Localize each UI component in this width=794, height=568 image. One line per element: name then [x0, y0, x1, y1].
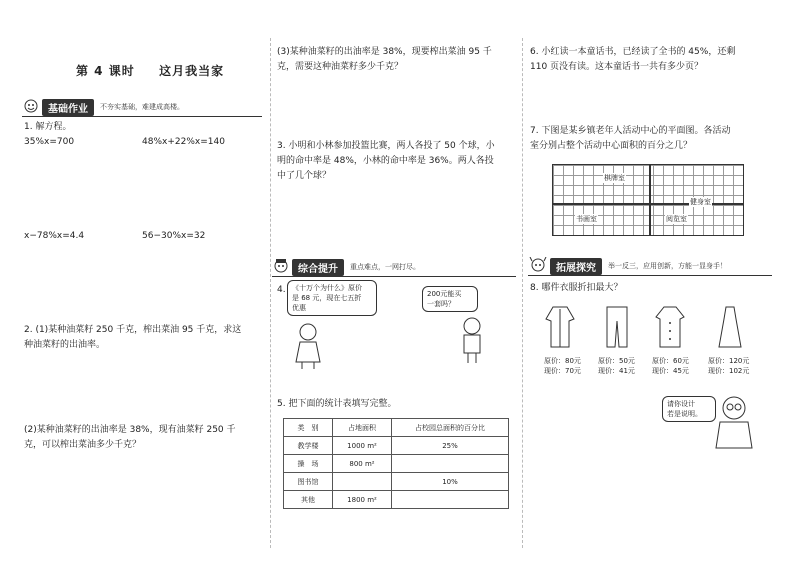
speech-bubble: 200元能买 一套吗？ — [422, 286, 478, 312]
table-header-cell: 类 别 — [284, 419, 333, 437]
question-6: 6. 小红读一本童话书，已经读了全书的 45%，还剩 110 页没有读。这本童话书一共有多少页？ — [530, 47, 736, 72]
question-3: 3. 小明和小林参加投篮比赛，两人各投了 50 个球，小 明的命中率是 48%，小林的命中率是 36%。两人各投 中了几个球？ — [277, 141, 495, 181]
equation: x−78%x=4.4 — [24, 231, 85, 241]
lesson-heading — [76, 62, 224, 79]
question-2-2: (2)某种油菜籽的出油率是 38%，现有油菜籽 250 千 克，可以榨出菜油多少千克？ — [24, 425, 236, 450]
room-label: 阅览室 — [666, 215, 687, 223]
price-label: 原价：80元 现价：70元 — [544, 357, 581, 375]
girl-illustration-icon — [292, 322, 324, 370]
table-header-row — [284, 419, 509, 437]
equation: 48%x+22%x=140 — [142, 137, 225, 147]
q5-label: 5. 把下面的统计表填写完整。 — [277, 399, 397, 409]
question-2-1: 2. (1)某种油菜籽 250 千克，榨出菜油 95 千克，求这 种油菜籽的出油率。 — [24, 325, 242, 350]
room-label: 健身室 — [690, 198, 711, 206]
equation: 35%x=700 — [24, 137, 75, 147]
table-cell — [333, 473, 392, 491]
section-slogan: 举一反三，应用创新，方能一显身手！ — [608, 262, 727, 270]
lesson-number: 第 4 课时 — [76, 64, 135, 78]
table-cell: 25% — [392, 437, 509, 455]
table-row — [284, 491, 509, 509]
q4-label: 4. — [277, 285, 286, 295]
price-label: 原价：60元 现价：45元 — [652, 357, 689, 375]
section-banner-extension — [528, 258, 772, 274]
table-header-cell: 占校园总面积的百分比 — [392, 419, 509, 437]
boy-illustration-icon — [456, 316, 488, 364]
table-cell: 图书馆 — [284, 473, 333, 491]
statistics-table — [283, 418, 509, 509]
table-cell: 10% — [392, 473, 509, 491]
section-slogan: 不夯实基础，难建成高楼。 — [100, 103, 184, 111]
dress-icon — [718, 305, 742, 349]
table-cell: 操 场 — [284, 455, 333, 473]
speech-bubble: 《十万个为什么》原价 是 68 元，现在七五折 优惠 — [287, 280, 377, 316]
equation: 56−30%x=32 — [142, 231, 206, 241]
table-cell: 其他 — [284, 491, 333, 509]
speech-bubble: 请你设计 若是说明。 — [662, 396, 716, 422]
section-banner-comprehensive — [272, 259, 516, 275]
column-divider — [522, 38, 523, 548]
table-cell: 1000 m² — [333, 437, 392, 455]
table-cell — [392, 455, 509, 473]
teacher-illustration-icon — [712, 394, 756, 450]
section-tag: 综合提升 — [292, 259, 344, 276]
table-row — [284, 473, 509, 491]
q1-label: 1. 解方程。 — [24, 122, 72, 132]
table-cell: 1800 m² — [333, 491, 392, 509]
question-2-3: (3)某种油菜籽的出油率是 38%，现要榨出菜油 95 千 克，需要这种油菜籽多少千克？ — [277, 47, 492, 72]
price-label: 原价：120元 现价：102元 — [708, 357, 750, 375]
table-row — [284, 437, 509, 455]
jacket-icon — [545, 305, 575, 349]
q8-label: 8. 哪件衣服折扣最大？ — [530, 283, 623, 293]
section-tag: 基础作业 — [42, 99, 94, 116]
lesson-title: 这月我当家 — [159, 64, 225, 78]
table-header-cell: 占地面积 — [333, 419, 392, 437]
section-tag: 拓展探究 — [550, 258, 602, 275]
table-row — [284, 455, 509, 473]
floor-plan-grid — [552, 164, 744, 236]
room-label: 书画室 — [576, 215, 597, 223]
coat-icon — [655, 305, 685, 349]
section-banner-basic — [22, 99, 262, 115]
column-divider — [270, 38, 271, 548]
mascot-icon — [528, 257, 548, 275]
table-cell: 800 m² — [333, 455, 392, 473]
room-label: 棋牌室 — [604, 174, 625, 182]
table-cell: 教学楼 — [284, 437, 333, 455]
mascot-icon — [272, 258, 290, 276]
trousers-icon — [605, 305, 629, 349]
mascot-icon — [22, 98, 40, 116]
question-7: 7. 下图是某乡镇老年人活动中心的平面图。各活动 室分别占整个活动中心面积的百分之几？ — [530, 126, 731, 151]
price-label: 原价：50元 现价：41元 — [598, 357, 635, 375]
table-cell — [392, 491, 509, 509]
section-slogan: 重点难点，一网打尽。 — [350, 263, 420, 271]
